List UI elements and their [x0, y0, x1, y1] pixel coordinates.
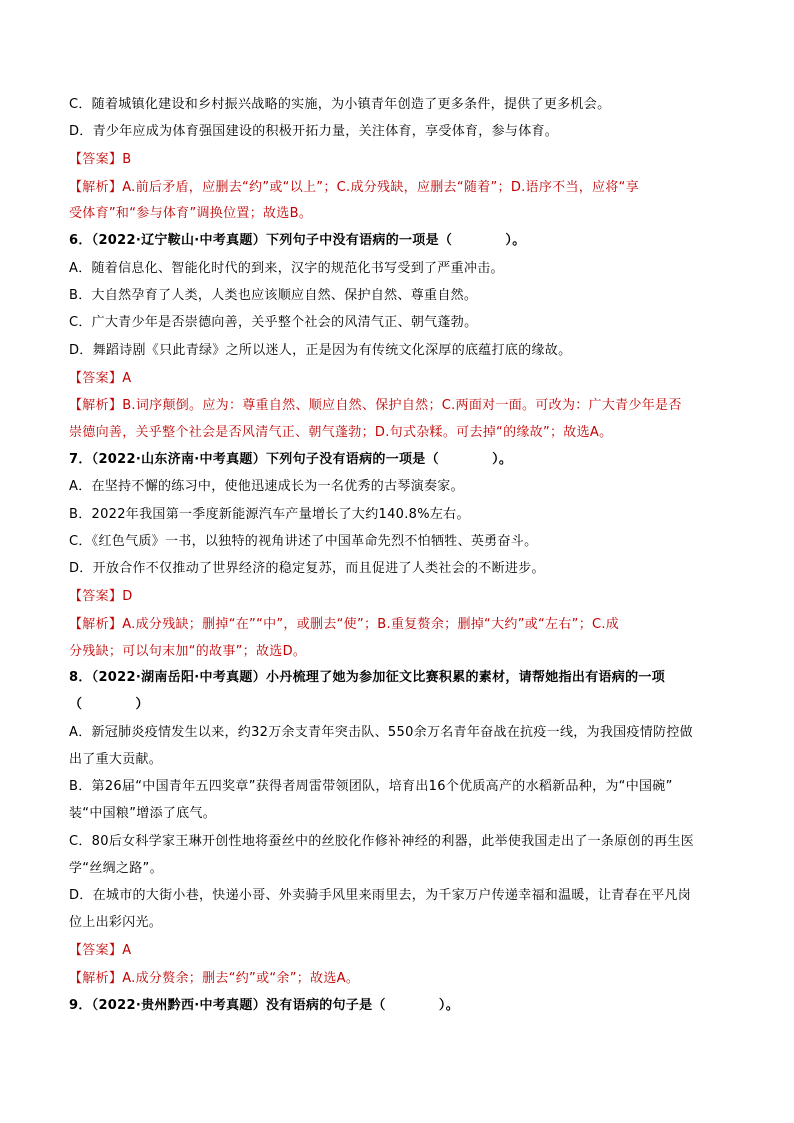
- option-a: A．随着信息化、智能化时代的到来，汉字的规范化书写受到了严重冲击。: [69, 261, 504, 276]
- option-b: B．大自然孕育了人类，人类也应该顺应自然、保护自然、尊重自然。: [69, 288, 478, 303]
- option-c: C．广大青少年是否崇德向善，关乎整个社会的风清气正、朝气蓬勃。: [69, 315, 478, 330]
- option-d: D．舞蹈诗剧《只此青绿》之所以迷人，正是因为有传统文化深厚的底蕴打底的缘故。: [69, 343, 572, 358]
- answer: 【答案】A: [69, 371, 132, 386]
- option-c: C．随着城镇化建设和乡村振兴战略的实施，为小镇青年创造了更多条件，提供了更多机会。: [69, 97, 611, 112]
- question-6: 6．（2022·辽宁鞍山·中考真题）下列句子中没有语病的一项是（ ）。: [69, 233, 526, 248]
- question-7: 7．（2022·山东济南·中考真题）下列句子没有语病的一项是（ ）。: [69, 452, 513, 467]
- analysis-cont: 受体育”和“参与体育”调换位置；故选B。: [69, 206, 313, 221]
- option-a: A．新冠肺炎疫情发生以来，约32万余支青年突击队、550余万名青年奋战在抗疫一线，为我国疫情防控做: [69, 725, 693, 740]
- option-b-cont: 装“中国粮”增添了底气。: [69, 806, 217, 821]
- question-8-blank: （ ）: [69, 697, 149, 712]
- analysis-cont: 崇德向善，关乎整个社会是否风清气正、朝气蓬勃；D.句式杂糅。可去掉“的缘故”；故选A。: [69, 425, 613, 440]
- analysis: 【解析】A.成分赘余；删去“约”或“余”；故选A。: [69, 971, 360, 986]
- option-c: C．80后女科学家王琳开创性地将蚕丝中的丝胶化作修补神经的利器，此举使我国走出了一条原创的再生医: [69, 834, 695, 849]
- question-8: 8．（2022·湖南岳阳·中考真题）小丹梳理了她为参加征文比赛积累的素材，请帮她指出有语病的一项: [69, 670, 666, 685]
- option-b: B．2022年我国第一季度新能源汽车产量增长了大约140.8%左右。: [69, 507, 470, 522]
- option-d-cont: 位上出彩闪光。: [69, 915, 163, 930]
- option-a: A．在坚持不懈的练习中，使他迅速成长为一名优秀的古琴演奏家。: [69, 479, 464, 494]
- option-a-cont: 出了重大贡献。: [69, 752, 163, 767]
- answer: 【答案】A: [69, 943, 132, 958]
- analysis: 【解析】A.成分残缺；删掉“在”“中”，或删去“使”；B.重复赘余；删掉“大约”或“左右”；C.成: [69, 617, 620, 632]
- answer: 【答案】B: [69, 152, 132, 167]
- option-d: D．在城市的大街小巷，快递小哥、外卖骑手风里来雨里去，为千家万户传递幸福和温暖，让青春在平凡岗: [69, 888, 692, 903]
- analysis: 【解析】A.前后矛盾，应删去“约”或“以上”；C.成分残缺，应删去“随着”；D.语序不当，应将“享: [69, 180, 639, 195]
- analysis-cont: 分残缺；可以句末加“的故事”；故选D。: [69, 644, 307, 659]
- analysis: 【解析】B.词序颠倒。应为：尊重自然、顺应自然、保护自然；C.两面对一面。可改为：广大青少年是否: [69, 398, 682, 413]
- question-9: 9．（2022·贵州黔西·中考真题）没有语病的句子是（ ）。: [69, 998, 460, 1013]
- option-c: C．《红色气质》一书，以独特的视角讲述了中国革命先烈不怕牺牲、英勇奋斗。: [69, 534, 538, 549]
- option-d: D．青少年应成为体育强国建设的积极开拓力量，关注体育，享受体育，参与体育。: [69, 124, 559, 139]
- option-b: B．第26届“中国青年五四奖章”获得者周雷带领团队，培育出16个优质高产的水稻新品种，为“中国碗”: [69, 779, 673, 794]
- answer: 【答案】D: [69, 589, 133, 604]
- option-d: D．开放合作不仅推动了世界经济的稳定复苏，而且促进了人类社会的不断进步。: [69, 561, 545, 576]
- option-c-cont: 学“丝绸之路”。: [69, 861, 163, 876]
